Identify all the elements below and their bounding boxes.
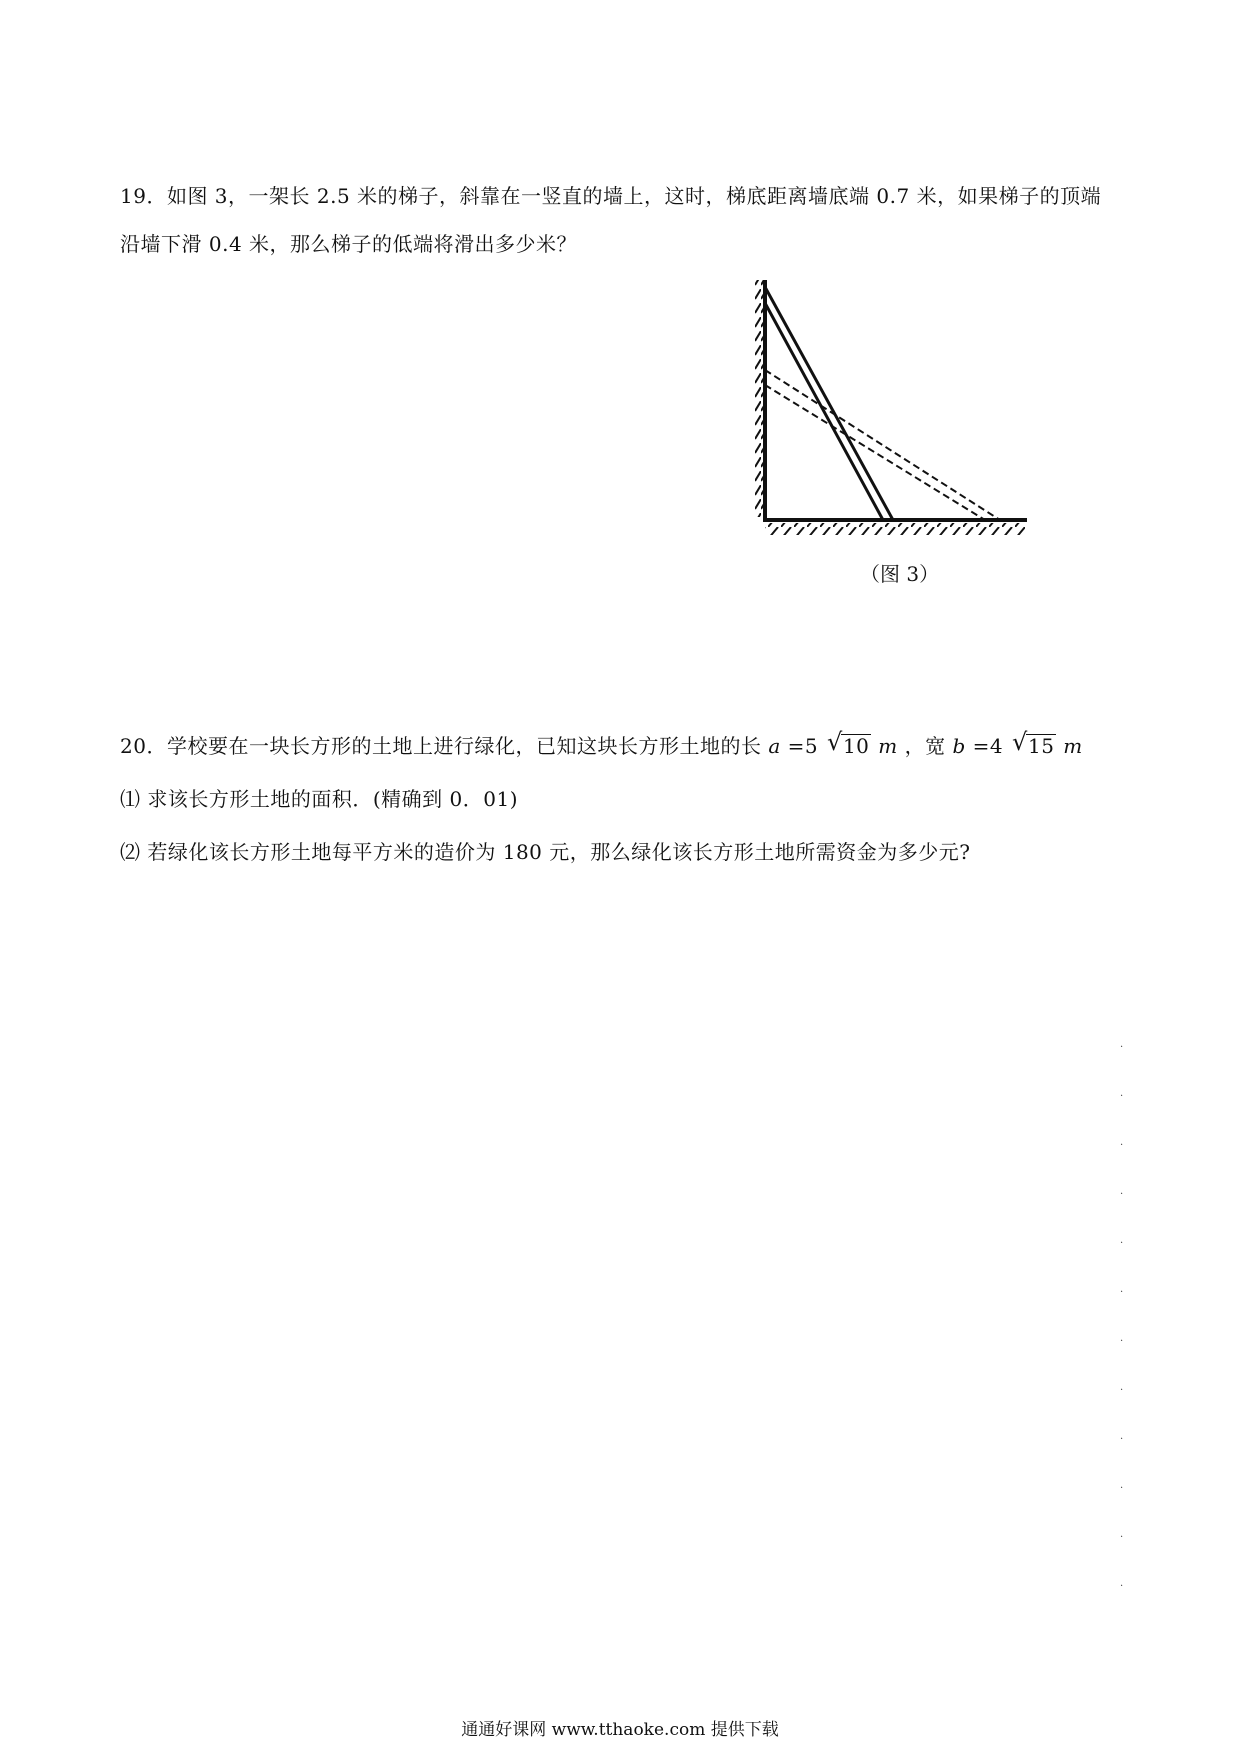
var-b: b <box>952 734 966 758</box>
q20-stem <box>120 730 1083 759</box>
unit-m-a: m <box>878 734 898 758</box>
q19-line-2: 沿墙下滑 0.4 米，那么梯子的低端将滑出多少米？ <box>120 232 578 256</box>
figure-caption: （图 3） <box>860 562 940 586</box>
slid-ladder-rail-2 <box>765 385 985 520</box>
q19-line-1: 19．如图 3，一架长 2.5 米的梯子，斜靠在一竖直的墙上，这时，梯底距离墙底端 0.7 米，如果梯子的顶端 <box>120 184 1102 208</box>
radicand-15: 15 <box>1027 734 1055 758</box>
sqrt-10: √ 10 <box>826 728 870 758</box>
ladder-rail-1 <box>765 287 893 520</box>
sqrt-15: √ 15 <box>1011 728 1055 758</box>
width-prefix: ，宽 <box>904 734 946 758</box>
footer-source: 通通好课网 www.tthaoke.com 提供下载 <box>461 1720 779 1740</box>
q20-part-2: ⑵ 若绿化该长方形土地每平方米的造价为 180 元，那么绿化该长方形土地所需资金为多少元? <box>120 840 971 864</box>
slid-ladder-rail-1 <box>765 370 1000 520</box>
ladder-figure <box>755 275 1045 535</box>
q20-stem-text: 20．学校要在一块长方形的土地上进行绿化，已知这块长方形土地的长 <box>120 734 762 758</box>
radicand-10: 10 <box>842 734 870 758</box>
ladder-rail-2 <box>765 303 883 520</box>
a-value: =5 <box>787 734 819 758</box>
wall-hatch <box>755 280 764 517</box>
binding-margin-dots: . . . . . . . . . . . . <box>1120 1039 1124 1589</box>
b-value: =4 <box>972 734 1004 758</box>
var-a: a <box>768 734 781 758</box>
ground-hatch <box>765 523 1025 535</box>
unit-m-b: m <box>1063 734 1083 758</box>
q20-part-1: ⑴ 求该长方形土地的面积．(精确到 0．01) <box>120 787 518 811</box>
